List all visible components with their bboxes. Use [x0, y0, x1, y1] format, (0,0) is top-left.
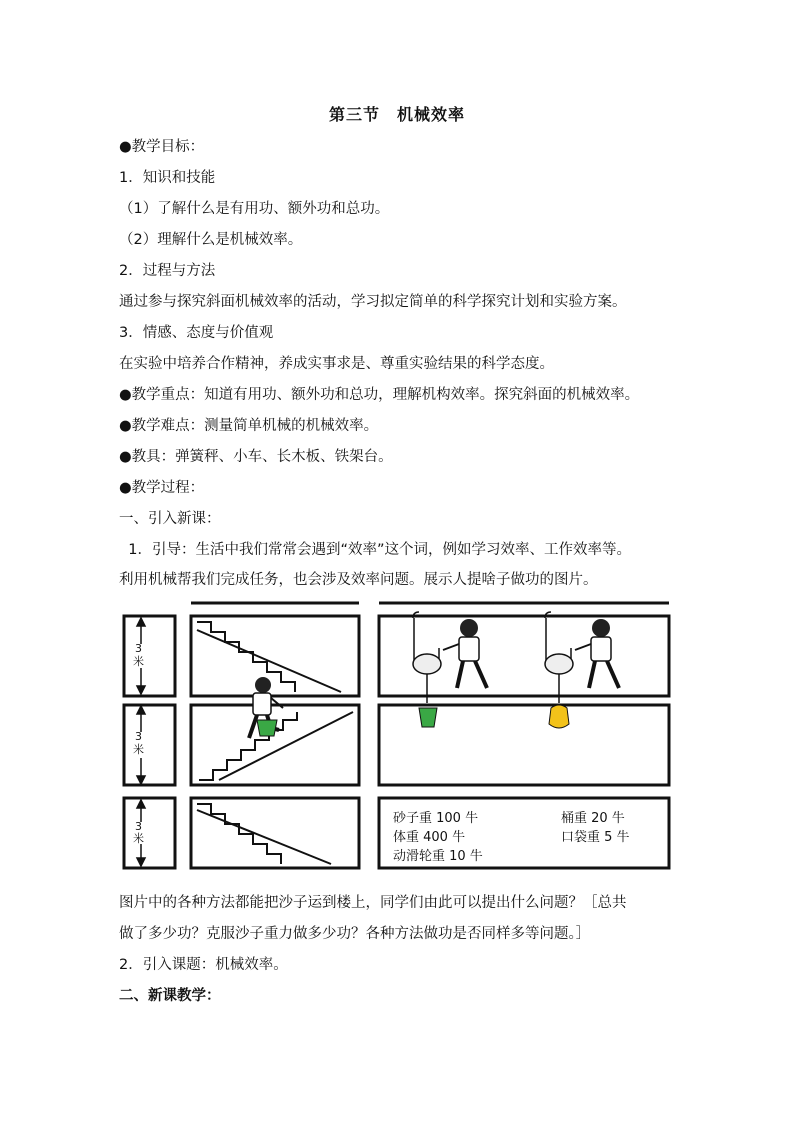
goal-process-text: 通过参与探究斜面机械效率的活动，学习拟定简单的科学探究计划和实验方案。 [119, 294, 627, 310]
goal-item-2: （2）理解什么是机械效率。 [119, 232, 303, 248]
intro-topic: 2．引入课题：机械效率。 [119, 957, 288, 973]
teaching-difficulty: ●教学难点：测量简单机械的机械效率。 [119, 418, 379, 434]
teaching-process: ●教学过程： [119, 480, 205, 496]
height-label-unit-3: 米 [133, 832, 144, 845]
question-line-2: 做了多少功？克服沙子重力做多少功？各种方法做功是否同样多等问题。］ [119, 926, 591, 942]
intro-guide-2: 利用机械帮我们完成任务，也会涉及效率问题。展示人提啥子做功的图片。 [119, 572, 598, 588]
height-label-num-3: 3 [135, 820, 142, 833]
goal-item-1: （1）了解什么是有用功、额外功和总功。 [119, 201, 390, 217]
pulley-right-icon [545, 612, 619, 728]
info-bucket-weight: 桶重 20 牛 [561, 811, 625, 826]
height-label-unit-1: 米 [133, 655, 144, 668]
section-new-lesson: 二、新课教学： [119, 988, 221, 1004]
info-body-weight: 体重 400 牛 [393, 830, 466, 845]
question-line-1: 图片中的各种方法都能把沙子运到楼上，同学们由此可以提出什么问题？［总共 [119, 895, 627, 911]
climbing-person-icon [249, 677, 283, 738]
stairs-pulley-figure [121, 600, 671, 875]
intro-guide-1: 1．引导：生活中我们常常会遇到“效率”这个词，例如学习效率、工作效率等。 [119, 542, 631, 558]
pulley-left-icon [413, 612, 487, 727]
teaching-tools: ●教具：弹簧秤、小车、长木板、铁架台。 [119, 449, 393, 465]
goal-emotion-values: 3．情感、态度与价值观 [119, 325, 274, 341]
goal-emotion-text: 在实验中培养合作精神，养成实事求是、尊重实验结果的科学态度。 [119, 356, 554, 372]
info-pulley-weight: 动滑轮重 10 牛 [393, 849, 483, 864]
height-label-num-1: 3 [135, 642, 142, 655]
goal-knowledge-skills: 1．知识和技能 [119, 170, 216, 186]
figure-illustration [121, 600, 671, 875]
info-bag-weight: 口袋重 5 牛 [561, 830, 630, 845]
section-teaching-goals: ●教学目标： [119, 139, 205, 155]
page-title: 第三节 机械效率 [328, 105, 465, 124]
height-label-unit-2: 米 [133, 743, 144, 756]
info-sand-weight: 砂子重 100 牛 [393, 811, 479, 826]
goal-process-method: 2．过程与方法 [119, 263, 216, 279]
section-intro: 一、引入新课： [119, 511, 221, 527]
teaching-focus: ●教学重点：知道有用功、额外功和总功，理解机构效率。探究斜面的机械效率。 [119, 387, 640, 403]
height-label-num-2: 3 [135, 730, 142, 743]
